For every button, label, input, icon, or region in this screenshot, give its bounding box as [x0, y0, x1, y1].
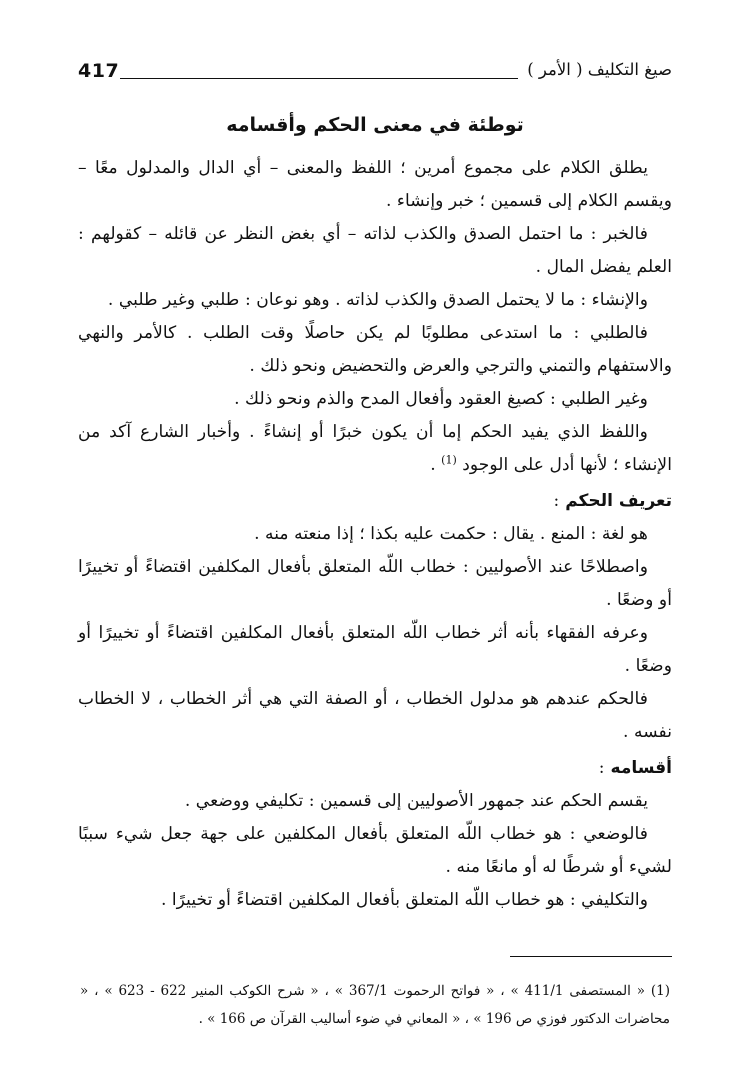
- paragraph-hukm-meaning: فالحكم عندهم هو مدلول الخطاب ، أو الصفة التي هي أثر الخطاب ، لا الخطاب نفسه .: [78, 689, 672, 742]
- heading-divisions: [78, 751, 672, 785]
- heading-hukm-definition: [78, 484, 672, 518]
- paragraph-khabar: فالخبر : ما احتمل الصدق والكذب لذاته – أي بغض النظر عن قائله – كقولهم : العلم يفضل المال .: [78, 224, 672, 277]
- heading-colon: :: [598, 758, 605, 778]
- header-rule: [120, 78, 518, 79]
- section-title: توطئة في معنى الحكم وأقسامه: [226, 114, 524, 136]
- paragraph-lafz-hukm: [78, 416, 672, 482]
- running-title: صيغ التكليف ( الأمر ): [527, 60, 672, 79]
- paragraph-linguistic: هو لغة : المنع . يقال : حكمت عليه بكذا ؛ إذا منعته منه .: [254, 524, 648, 544]
- paragraph-ghayr-talabi: وغير الطلبي : كصيغ العقود وأفعال المدح والذم ونحو ذلك .: [234, 389, 648, 409]
- heading-hukm-definition-text: تعريف الحكم: [565, 491, 672, 511]
- paragraph-insha: والإنشاء : ما لا يحتمل الصدق والكذب لذاته . وهو نوعان : طلبي وغير طلبي .: [107, 290, 648, 310]
- paragraph-fuqaha: وعرفه الفقهاء بأنه أثر خطاب اللّه المتعلق بأفعال المكلفين اقتضاءً أو تخييرًا أو وضعًا .: [78, 623, 672, 676]
- paragraph-speech-definition: يطلق الكلام على مجموع أمرين ؛ اللفظ والمعنى – أي الدال والمدلول معًا – ويقسم الكلام إلى قسمين ؛ خبر وإنشاء .: [78, 158, 672, 211]
- paragraph-wadi: فالوضعي : هو خطاب اللّه المتعلق بأفعال المكلفين على جهة جعل شيء سببًا لشيء أو شرطًا له أو مانعًا منه .: [78, 824, 672, 877]
- heading-divisions-text: أقسامه: [610, 758, 672, 778]
- paragraph-division-intro: يقسم الحكم عند جمهور الأصوليين إلى قسمين : تكليفي ووضعي .: [184, 791, 648, 811]
- paragraph-talabi: فالطلبي : ما استدعى مطلوبًا لم يكن حاصلًا وقت الطلب . كالأمر والنهي والاستفهام والتمني والترجي والعرض والتحضيض ونحو ذلك .: [78, 323, 672, 376]
- footnote-1: (1) « المستصفى 411/1 » ، « فواتح الرحموت 367/1 » ، « شرح الكوكب المنير 622 - 623 » ، « محاضرات الدكتور فوزي ص 196 » ، « المعاني في ضوء أساليب القرآن ص 166 » .: [80, 983, 671, 1027]
- page-number: 417: [78, 60, 120, 82]
- footnote-marker[interactable]: (1): [441, 453, 457, 467]
- paragraph-lafz-hukm-text: واللفظ الذي يفيد الحكم إما أن يكون خبرًا أو إنشاءً . وأخبار الشارع آكد من الإنشاء ؛ لأنها أدل على الوجود: [78, 422, 672, 475]
- paragraph-lafz-hukm-end: .: [430, 455, 442, 475]
- footnote-rule: [510, 956, 672, 957]
- footnotes: [80, 977, 670, 1033]
- page-header: [78, 58, 672, 88]
- heading-colon: :: [553, 491, 560, 511]
- page-body: [78, 110, 672, 917]
- paragraph-technical: واصطلاحًا عند الأصوليين : خطاب اللّه المتعلق بأفعال المكلفين اقتضاءً أو تخييرًا أو وضعًا .: [78, 557, 672, 610]
- paragraph-taklifi: والتكليفي : هو خطاب اللّه المتعلق بأفعال المكلفين اقتضاءً أو تخييرًا .: [160, 890, 648, 910]
